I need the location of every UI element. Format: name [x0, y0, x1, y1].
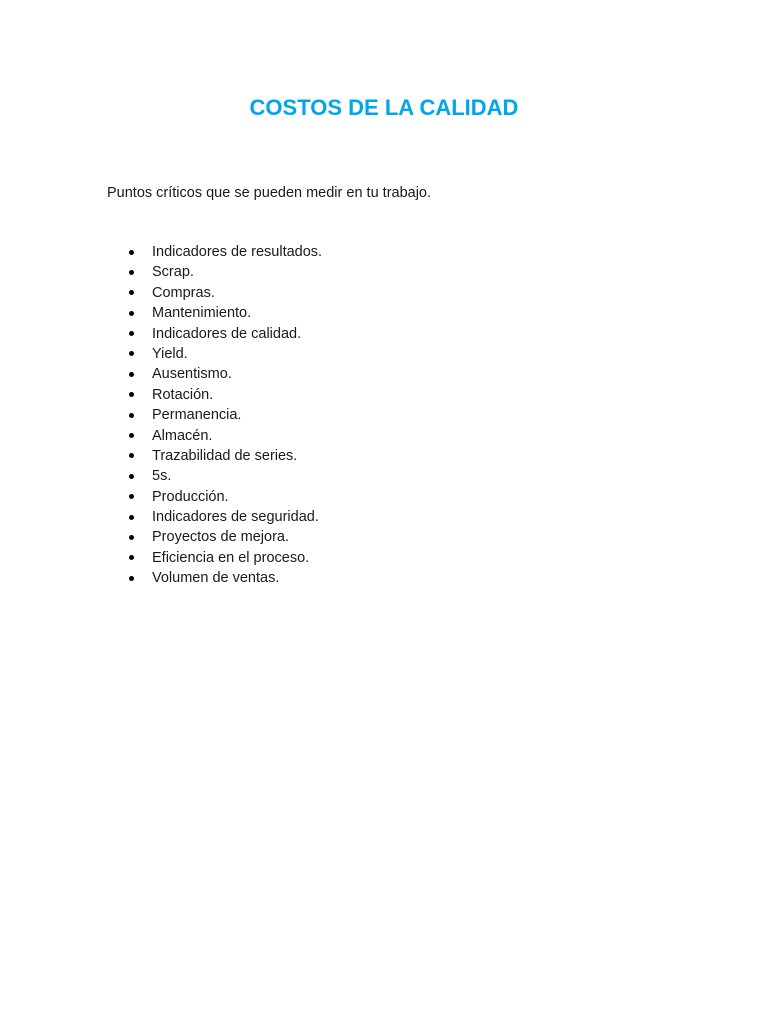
- list-item-label: Yield.: [152, 345, 188, 362]
- list-item-label: Indicadores de calidad.: [152, 325, 302, 342]
- bullet-icon: [129, 270, 134, 275]
- list-item-label: Trazabilidad de series.: [152, 447, 298, 464]
- list-item-label: Volumen de ventas.: [152, 570, 280, 587]
- list-item-label: Permanencia.: [152, 407, 242, 424]
- bullet-icon: [129, 311, 134, 316]
- bullet-icon: [129, 413, 134, 418]
- bullet-icon: [129, 351, 134, 356]
- bullet-icon: [129, 576, 134, 581]
- list-item-label: Indicadores de resultados.: [152, 244, 323, 260]
- list-item-label: Almacén.: [152, 427, 213, 444]
- bullet-icon: [129, 474, 134, 479]
- bullet-icon: [129, 515, 134, 520]
- list-item-label: Compras.: [152, 284, 215, 301]
- bullet-icon: [129, 250, 134, 255]
- page-title: COSTOS DE LA CALIDAD: [249, 95, 519, 120]
- bullet-icon: [129, 555, 134, 560]
- bullet-icon: [129, 290, 134, 295]
- list-item-label: Scrap.: [152, 264, 194, 281]
- bullet-icon: [129, 331, 134, 336]
- bullet-icon: [129, 535, 134, 540]
- intro-paragraph: Puntos críticos que se pueden medir en tu trabajo.: [107, 185, 432, 201]
- bullet-icon: [129, 453, 134, 458]
- bullet-icon: [129, 494, 134, 499]
- list-item-label: Mantenimiento.: [152, 305, 252, 322]
- bullet-icon: [129, 392, 134, 397]
- list-item-label: 5s.: [152, 468, 172, 485]
- list-item-label: Indicadores de seguridad.: [152, 509, 319, 526]
- bullet-icon: [129, 372, 134, 377]
- list-item-label: Eficiencia en el proceso.: [152, 549, 310, 566]
- bullet-icon: [129, 433, 134, 438]
- list-item-label: Ausentismo.: [152, 366, 232, 383]
- list-item-label: Rotación.: [152, 386, 214, 403]
- list-item-label: Proyectos de mejora.: [152, 529, 290, 546]
- list-item-label: Producción.: [152, 488, 229, 505]
